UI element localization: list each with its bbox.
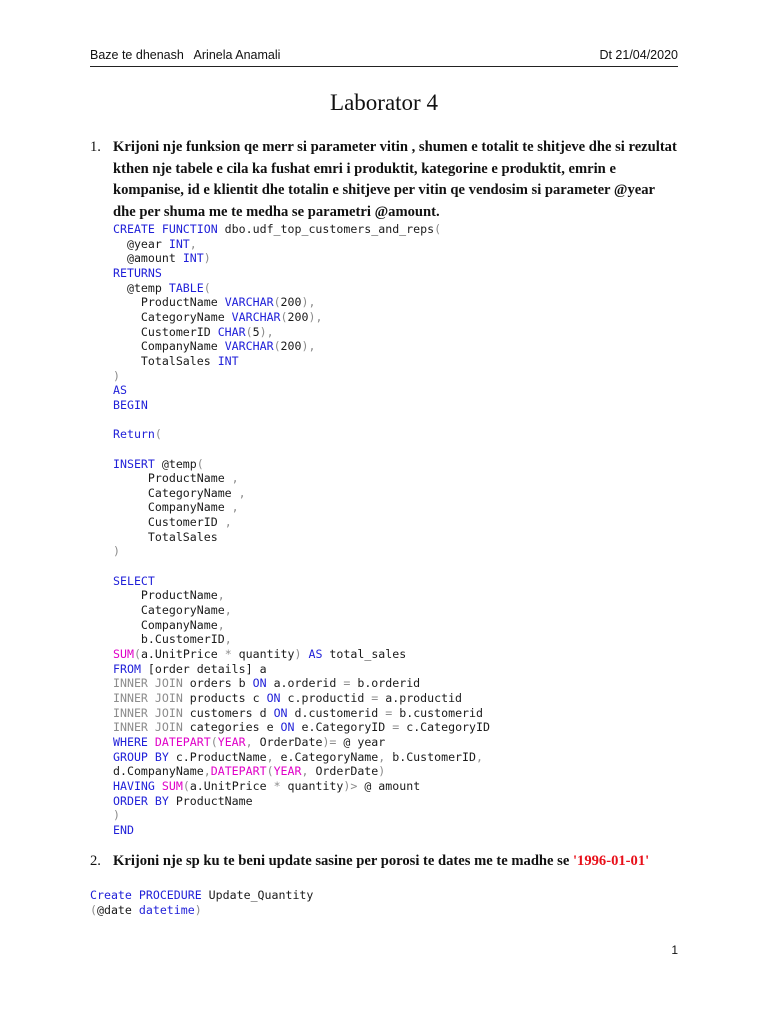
code-token: WHERE [113, 734, 148, 749]
code-token: CategoryName [113, 603, 225, 618]
code-line [113, 676, 490, 691]
code-token: FROM [113, 661, 141, 676]
code-token: CompanyName [113, 617, 218, 632]
code-line [113, 662, 490, 677]
code-token: categories e [182, 720, 281, 735]
code-token: , [189, 236, 197, 251]
code-token: BEGIN [113, 397, 148, 412]
code-token: @amount [113, 251, 183, 266]
code-line [113, 706, 490, 721]
code-token: a.productid [378, 691, 463, 705]
code-line [113, 603, 490, 618]
question-2 [90, 851, 680, 873]
code-line [113, 574, 490, 589]
code-token: , [203, 764, 211, 779]
code-token: GROUP BY [113, 749, 169, 764]
code-token: d.customerid [287, 705, 386, 720]
code-token: INNER JOIN [113, 676, 183, 691]
code-line [113, 647, 490, 662]
code-token: orders b [182, 676, 253, 691]
code-token: @date [96, 902, 139, 917]
code-line [113, 354, 490, 369]
code-token: @ amount [357, 778, 421, 793]
code-token: CHAR [217, 324, 246, 339]
code-token: DATEPART [154, 734, 211, 749]
code-token: INT [217, 353, 239, 368]
code-token: ProductName [113, 471, 232, 486]
code-token: AS [308, 647, 323, 662]
code-line [113, 779, 490, 794]
code-token: , [476, 749, 483, 764]
code-token: @year [113, 236, 169, 251]
code-token: , [224, 632, 232, 647]
code-token: , [224, 515, 232, 530]
code-token: ) [203, 251, 211, 266]
code-line [113, 808, 490, 823]
code-token: ) [113, 544, 120, 559]
code-token [148, 735, 155, 749]
code-token: ( [154, 427, 162, 442]
code-token: ( [266, 764, 274, 779]
code-token: ( [133, 647, 141, 662]
code-token [132, 888, 139, 902]
code-token: CategoryName [113, 309, 232, 324]
code-token: ( [273, 295, 281, 310]
question-1 [90, 137, 680, 223]
code-token: ), [259, 324, 274, 339]
code-line [113, 471, 490, 486]
code-line [113, 764, 490, 779]
code-token: ( [434, 222, 442, 236]
code-token: datetime [138, 902, 195, 917]
code-line [113, 427, 490, 442]
code-line [113, 383, 490, 398]
code-token: ( [210, 734, 218, 749]
code-token: CompanyName [113, 500, 232, 515]
code-line [113, 486, 490, 501]
code-token: customers d [182, 705, 274, 720]
question-1-text: Krijoni nje funksion qe merr si parameter vitin , shumen e totalit te shitjeve dhe si rezultat kthen nje tabele e cila ka fushat emri i produktit, kategorine e produktit, emrin e kompanise, id e klientit dhe totalin e shitjeve per vitin qe vendosim si parameter @year dhe per shuma me te medha se parametri @amount. [113, 139, 677, 220]
code-token: RETURNS [113, 265, 162, 280]
code-block-function [113, 222, 490, 838]
code-line [113, 325, 490, 340]
code-token: d.CompanyName [113, 764, 204, 779]
code-token: Return [113, 427, 155, 442]
code-line [113, 720, 490, 735]
code-token: ( [90, 902, 97, 917]
code-line [113, 369, 490, 384]
code-token: a.UnitPrice [189, 778, 274, 793]
code-token: ( [280, 309, 288, 324]
code-line [113, 251, 490, 266]
code-token: c.ProductName [168, 749, 267, 764]
code-token: products c [182, 691, 267, 705]
code-token: ON [266, 691, 281, 705]
code-token: ORDER BY [113, 793, 169, 808]
code-line [113, 339, 490, 354]
code-line [113, 413, 490, 428]
page-header [90, 44, 678, 67]
code-token: )> [343, 778, 358, 793]
question-1-number: 1. [90, 139, 101, 155]
code-token: * [273, 778, 281, 793]
code-token: INNER JOIN [113, 691, 183, 705]
code-token: ), [308, 309, 323, 324]
code-token: , [238, 485, 246, 500]
code-token: 5 [252, 324, 260, 339]
code-token: ( [196, 456, 204, 471]
code-token: ), [301, 339, 316, 354]
code-line [113, 515, 490, 530]
code-token: dbo.udf_top_customers_and_reps [217, 222, 435, 236]
code-token: YEAR [217, 734, 246, 749]
code-token: @ year [336, 734, 386, 749]
code-token: b.orderid [350, 676, 421, 691]
question-2-date-highlight: '1996-01-01' [572, 853, 650, 869]
code-token: INSERT [113, 456, 155, 471]
code-token: CREATE FUNCTION [113, 222, 218, 236]
code-token: )= [322, 734, 337, 749]
code-token: , [378, 749, 386, 764]
code-line [113, 750, 490, 765]
code-token: , [217, 617, 225, 632]
code-token: YEAR [273, 764, 302, 779]
code-token: SELECT [113, 573, 155, 588]
code-token: = [392, 720, 400, 735]
code-line [113, 823, 490, 838]
code-token: @temp [113, 280, 169, 295]
code-token: DATEPART [210, 764, 267, 779]
code-token: @temp [154, 456, 197, 471]
code-token: c.CategoryID [399, 720, 490, 735]
code-token: OrderDate [252, 734, 323, 749]
code-token: ( [245, 324, 253, 339]
code-line [113, 691, 490, 706]
code-line [113, 281, 490, 296]
code-token: ON [280, 720, 295, 735]
code-token: 200 [287, 309, 309, 324]
code-line [113, 295, 490, 310]
code-token: , [245, 734, 253, 749]
code-token: a.orderid [266, 676, 344, 691]
code-token: ProductName [113, 295, 225, 310]
code-token: a.UnitPrice [140, 647, 225, 662]
code-line [113, 794, 490, 809]
code-line [113, 310, 490, 325]
code-token: ( [182, 778, 190, 793]
code-token: SUM [113, 647, 134, 662]
code-token: c.productid [280, 691, 372, 705]
code-line [113, 632, 490, 647]
question-2-text [113, 851, 680, 873]
code-token: INNER JOIN [113, 720, 183, 735]
code-token: VARCHAR [224, 295, 274, 310]
code-token: SUM [161, 778, 183, 793]
code-token: total_sales [322, 647, 407, 662]
code-token: Update_Quantity [201, 888, 314, 902]
code-token: ( [203, 280, 211, 295]
code-line [113, 266, 490, 281]
page-number: 1 [671, 943, 678, 957]
code-line [90, 903, 313, 918]
code-token: TotalSales [113, 353, 218, 368]
code-token: ON [273, 705, 288, 720]
question-2-body: Krijoni nje sp ku te beni update sasine per porosi te dates me te madhe se [113, 853, 573, 869]
code-token: , [231, 471, 239, 486]
code-token: * [224, 647, 232, 662]
code-token: ( [273, 339, 281, 354]
code-token: , [224, 603, 232, 618]
code-token: , [266, 749, 274, 764]
code-line [113, 588, 490, 603]
code-token: b.CustomerID [113, 632, 225, 647]
code-line [113, 530, 490, 545]
code-token: CategoryName [113, 485, 239, 500]
code-token: , [231, 500, 239, 515]
page-title: Laborator 4 [330, 90, 438, 115]
code-token: TABLE [168, 280, 204, 295]
code-block-procedure [90, 888, 313, 917]
code-line [113, 237, 490, 252]
code-token: INT [168, 236, 190, 251]
code-line [113, 735, 490, 750]
code-token: b.CustomerID [385, 749, 476, 764]
code-token: = [385, 705, 393, 720]
code-token: AS [113, 383, 127, 398]
code-token: , [301, 764, 309, 779]
code-token: ProductName [168, 793, 253, 808]
code-token: PROCEDURE [138, 888, 202, 902]
code-line [113, 222, 490, 237]
code-token: END [113, 822, 134, 837]
code-token: quantity [231, 647, 295, 662]
code-token: e.CategoryName [273, 749, 379, 764]
code-token: ) [194, 902, 202, 917]
question-2-number: 2. [90, 853, 101, 869]
code-line [113, 398, 490, 413]
code-token: [order details] a [140, 661, 267, 676]
code-token: ), [301, 295, 316, 310]
code-token: = [343, 676, 351, 691]
code-token: ProductName [113, 588, 218, 603]
code-token: VARCHAR [231, 309, 281, 324]
code-token: = [371, 691, 379, 705]
code-token: ) [113, 808, 120, 823]
code-line [113, 500, 490, 515]
code-token: quantity [280, 778, 344, 793]
code-token: TotalSales [113, 529, 218, 544]
code-token: 200 [280, 295, 302, 310]
code-token: OrderDate [308, 764, 379, 779]
code-token: CustomerID [113, 515, 225, 530]
code-token: ) [378, 764, 386, 779]
code-token: , [217, 588, 225, 603]
code-token: INT [182, 251, 204, 266]
header-course-author: Baze te dhenash Arinela Anamali [90, 48, 281, 62]
code-token: ) [113, 368, 120, 383]
code-line [90, 888, 313, 903]
code-line [113, 544, 490, 559]
code-token: VARCHAR [224, 339, 274, 354]
header-date: Dt 21/04/2020 [599, 48, 678, 62]
code-token: CustomerID [113, 324, 218, 339]
code-token: ON [252, 676, 267, 691]
code-line [113, 559, 490, 574]
code-line [113, 457, 490, 472]
code-token: INNER JOIN [113, 705, 183, 720]
code-token: b.customerid [392, 705, 483, 720]
code-line [113, 618, 490, 633]
code-token: CompanyName [113, 339, 225, 354]
code-token: HAVING [113, 778, 155, 793]
code-token: Create [90, 888, 132, 902]
code-token [155, 779, 162, 793]
code-line [113, 442, 490, 457]
code-token: 200 [280, 339, 302, 354]
code-token: e.CategoryID [294, 720, 393, 735]
code-token: ) [294, 647, 302, 662]
